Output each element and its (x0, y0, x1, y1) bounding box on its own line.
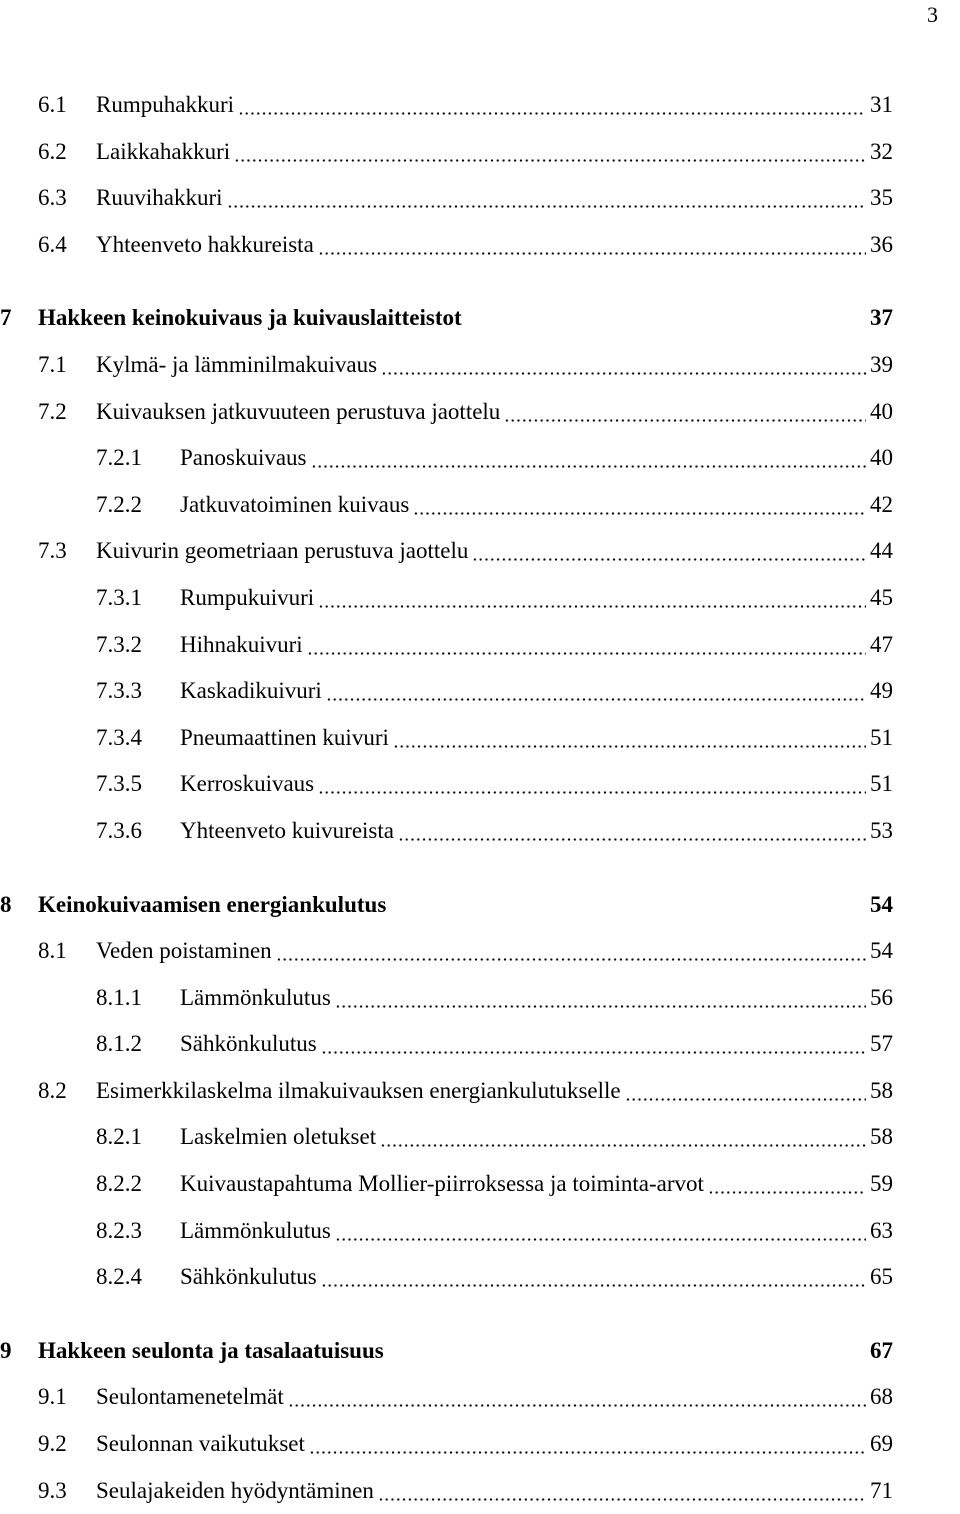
dot-leader (321, 1051, 866, 1054)
toc-entry-page: 54 (868, 928, 893, 975)
toc-entry-title: Kerroskuivaus (180, 761, 316, 808)
dot-leader (378, 1498, 866, 1501)
dot-leader (472, 558, 866, 561)
dot-leader (288, 1404, 866, 1407)
toc-entry[interactable] (0, 389, 895, 436)
dot-leader (413, 512, 866, 515)
toc-entry-number: 9.3 (38, 1477, 67, 1503)
toc-entry-number: 6.3 (38, 185, 67, 211)
toc-entry[interactable] (0, 808, 895, 855)
toc-entry[interactable] (0, 1421, 895, 1468)
toc-entry-number: 7 (0, 305, 12, 331)
toc-entry-title: Jatkuvatoiminen kuivaus (180, 482, 411, 529)
toc-entry-title: Laikkahakkuri (96, 129, 232, 176)
toc-entry-page: 53 (868, 808, 893, 855)
toc-entry-title: Veden poistaminen (96, 928, 274, 975)
toc-entry-number: 8.2.4 (96, 1264, 142, 1290)
toc-entry-page: 51 (868, 761, 893, 808)
toc-entry[interactable] (0, 975, 895, 1022)
toc-entry-page: 36 (868, 222, 893, 269)
toc-entry[interactable] (0, 1114, 895, 1161)
toc-entry-page: 58 (868, 1068, 893, 1115)
toc-entry-page: 69 (868, 1421, 893, 1468)
toc-entry-number: 7.3.2 (96, 631, 142, 657)
toc-chapter-entry[interactable] (0, 1328, 895, 1375)
toc-entry-page: 54 (868, 882, 893, 929)
toc-entry-number: 8.2 (38, 1077, 67, 1103)
toc-chapter-entry[interactable] (0, 295, 895, 342)
toc-entry[interactable] (0, 622, 895, 669)
toc-entry-number: 7.3.6 (96, 817, 142, 843)
toc-entry[interactable] (0, 715, 895, 762)
toc-entry-title: Ruuvihakkuri (96, 175, 225, 222)
toc-entry[interactable] (0, 1068, 895, 1115)
dot-leader (335, 1238, 866, 1241)
toc-entry-number: 8.2.3 (96, 1217, 142, 1243)
toc-entry-title: Kuivaustapahtuma Mollier-piirroksessa ja toiminta-arvot (180, 1161, 706, 1208)
toc-entry-number: 7.3.3 (96, 678, 142, 704)
dot-leader (318, 605, 866, 608)
toc-entry-title: Sähkönkulutus (180, 1254, 319, 1301)
toc-entry[interactable] (0, 129, 895, 176)
dot-leader (238, 112, 866, 115)
toc-entry-page: 32 (868, 129, 893, 176)
dot-leader (625, 1098, 866, 1101)
page-number: 3 (927, 2, 938, 27)
dot-leader (318, 252, 866, 255)
toc-entry-page: 67 (868, 1328, 893, 1375)
toc-entry-page: 56 (868, 975, 893, 1022)
toc-entry-title: Panoskuivaus (180, 435, 309, 482)
table-of-contents (0, 82, 960, 1514)
toc-entry-title: Pneumaattinen kuivuri (180, 715, 391, 762)
toc-entry-number: 7.2.2 (96, 491, 142, 517)
toc-entry[interactable] (0, 761, 895, 808)
toc-entry-page: 40 (868, 435, 893, 482)
toc-entry-title: Keinokuivaamisen energiankulutus (38, 882, 388, 929)
toc-entry-page: 68 (868, 1374, 893, 1421)
toc-entry-title: Rumpukuivuri (180, 575, 316, 622)
toc-entry[interactable] (0, 482, 895, 529)
dot-leader (234, 159, 866, 162)
toc-entry-number: 7.3.5 (96, 771, 142, 797)
toc-entry-title: Rumpuhakkuri (96, 82, 236, 129)
toc-entry-page: 39 (868, 342, 893, 389)
dot-leader (311, 465, 866, 468)
toc-entry-number: 6.4 (38, 231, 67, 257)
toc-entry[interactable] (0, 1208, 895, 1255)
toc-entry-title: Kylmä- ja lämminilmakuivaus (96, 342, 379, 389)
toc-entry-title: Hakkeen keinokuivaus ja kuivauslaitteistot (38, 295, 464, 342)
toc-entry-page: 44 (868, 528, 893, 575)
toc-entry[interactable] (0, 175, 895, 222)
dot-leader (309, 1451, 866, 1454)
toc-entry-title: Kaskadikuivuri (180, 668, 324, 715)
toc-entry-page: 63 (868, 1208, 893, 1255)
toc-entry-title: Yhteenveto hakkureista (96, 222, 316, 269)
toc-entry-title: Sähkönkulutus (180, 1021, 319, 1068)
toc-entry-number: 9.1 (38, 1384, 67, 1410)
toc-chapter-entry[interactable] (0, 882, 895, 929)
toc-entry-page: 42 (868, 482, 893, 529)
toc-entry-page: 31 (868, 82, 893, 129)
toc-entry[interactable] (0, 575, 895, 622)
dot-leader (321, 1284, 866, 1287)
toc-entry[interactable] (0, 528, 895, 575)
toc-entry-title: Laskelmien oletukset (180, 1114, 378, 1161)
toc-entry-number: 7.3 (38, 538, 67, 564)
toc-entry[interactable] (0, 1468, 895, 1514)
toc-entry[interactable] (0, 435, 895, 482)
toc-entry-page: 65 (868, 1254, 893, 1301)
toc-entry-number: 8.2.2 (96, 1171, 142, 1197)
toc-entry[interactable] (0, 1374, 895, 1421)
toc-entry[interactable] (0, 82, 895, 129)
toc-entry-title: Esimerkkilaskelma ilmakuivauksen energiankulutukselle (96, 1068, 623, 1115)
toc-entry[interactable] (0, 1161, 895, 1208)
toc-entry-title: Lämmönkulutus (180, 975, 333, 1022)
dot-leader (398, 838, 866, 841)
toc-entry-title: Seulajakeiden hyödyntäminen (96, 1468, 376, 1514)
toc-entry-page: 47 (868, 622, 893, 669)
toc-entry-title: Hihnakuivuri (180, 622, 305, 669)
toc-entry-number: 7.2.1 (96, 445, 142, 471)
toc-entry[interactable] (0, 342, 895, 389)
toc-entry-page: 45 (868, 575, 893, 622)
toc-entry[interactable] (0, 1021, 895, 1068)
dot-leader (504, 419, 866, 422)
toc-entry-title: Lämmönkulutus (180, 1208, 333, 1255)
toc-entry-number: 8 (0, 891, 12, 917)
toc-entry-title: Seulonnan vaikutukset (96, 1421, 307, 1468)
dot-leader (380, 1144, 866, 1147)
toc-entry-number: 8.1 (38, 938, 67, 964)
toc-entry-number: 6.2 (38, 138, 67, 164)
toc-entry-page: 71 (868, 1468, 893, 1514)
dot-leader (276, 958, 866, 961)
dot-leader (381, 372, 866, 375)
dot-leader (335, 1005, 866, 1008)
toc-entry-page: 49 (868, 668, 893, 715)
toc-entry[interactable] (0, 928, 895, 975)
toc-entry-number: 9 (0, 1337, 12, 1363)
dot-leader (318, 791, 866, 794)
toc-entry-title: Yhteenveto kuivureista (180, 808, 396, 855)
toc-entry-number: 9.2 (38, 1431, 67, 1457)
toc-entry-title: Hakkeen seulonta ja tasalaatuisuus (38, 1328, 386, 1375)
toc-entry-number: 7.3.4 (96, 724, 142, 750)
toc-entry-number: 7.3.1 (96, 584, 142, 610)
dot-leader (227, 205, 866, 208)
toc-entry-number: 8.1.2 (96, 1031, 142, 1057)
toc-entry-page: 58 (868, 1114, 893, 1161)
toc-entry-page: 35 (868, 175, 893, 222)
toc-entry[interactable] (0, 222, 895, 269)
toc-entry-number: 7.2 (38, 398, 67, 424)
toc-entry-number: 6.1 (38, 92, 67, 117)
toc-entry-title: Kuivurin geometriaan perustuva jaottelu (96, 528, 470, 575)
toc-entry[interactable] (0, 1254, 895, 1301)
dot-leader (708, 1191, 866, 1194)
toc-entry-page: 59 (868, 1161, 893, 1208)
toc-entry[interactable] (0, 668, 895, 715)
toc-entry-page: 37 (868, 295, 893, 342)
toc-entry-title: Seulontamenetelmät (96, 1374, 286, 1421)
toc-entry-page: 51 (868, 715, 893, 762)
dot-leader (326, 698, 866, 701)
dot-leader (393, 745, 866, 748)
toc-entry-number: 7.1 (38, 351, 67, 377)
toc-entry-number: 8.2.1 (96, 1124, 142, 1150)
toc-entry-page: 40 (868, 389, 893, 436)
toc-entry-page: 57 (868, 1021, 893, 1068)
toc-entry-number: 8.1.1 (96, 984, 142, 1010)
dot-leader (307, 652, 866, 655)
toc-entry-title: Kuivauksen jatkuvuuteen perustuva jaottelu (96, 389, 502, 436)
